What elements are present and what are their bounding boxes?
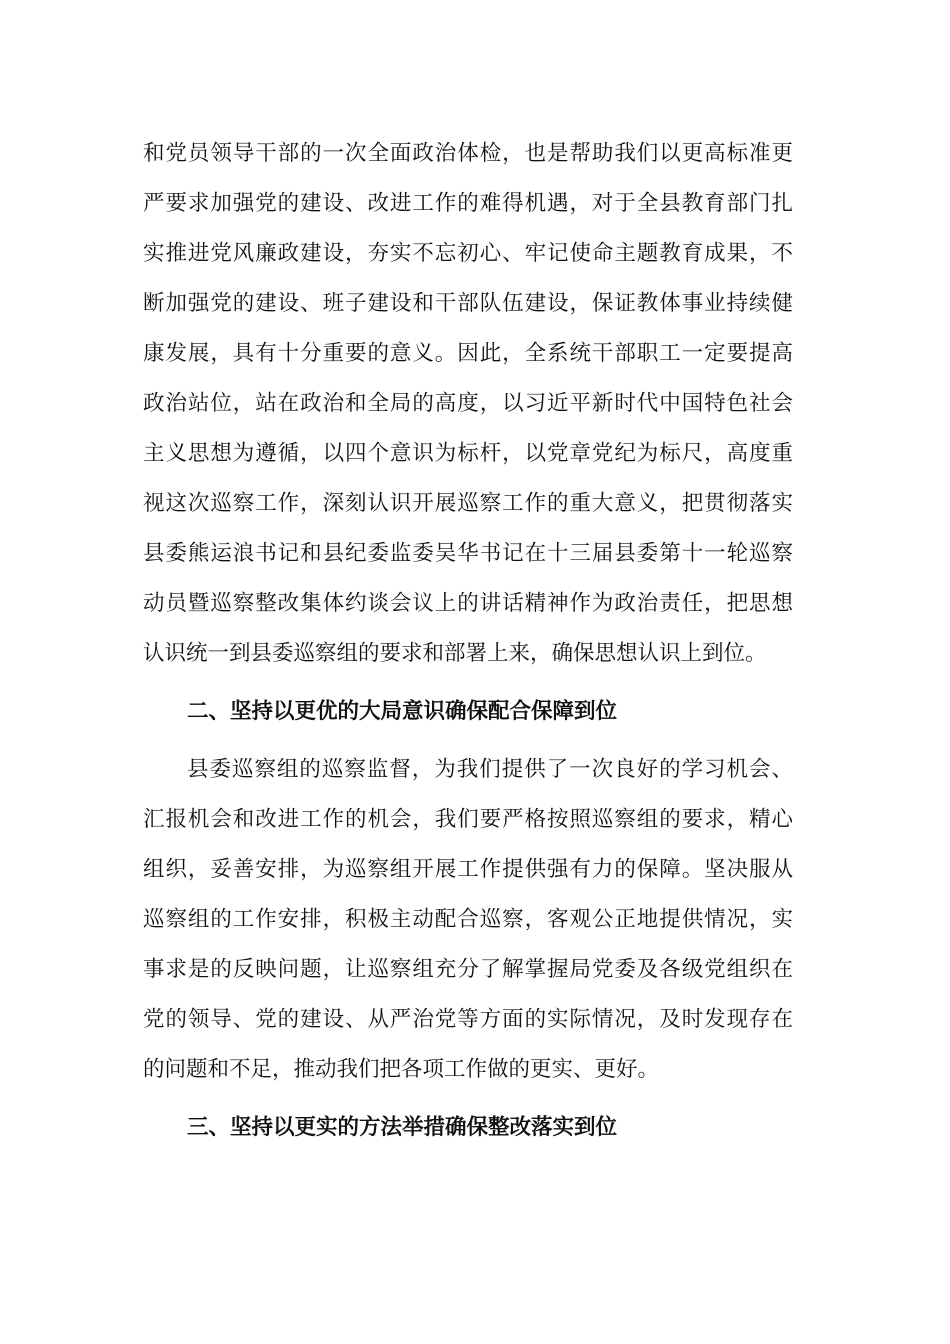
paragraph-line: 视这次巡察工作，深刻认识开展巡察工作的重大意义，把贯彻落实 — [143, 491, 793, 516]
paragraph-line: 动员暨巡察整改集体约谈会议上的讲话精神作为政治责任，把思想 — [143, 591, 793, 616]
paragraph-line: 县委熊运浪书记和县纪委监委吴华书记在十三届县委第十一轮巡察 — [143, 541, 793, 566]
paragraph-1 — [143, 129, 793, 679]
paragraph-2 — [143, 745, 793, 1095]
paragraph-line: 认识统一到县委巡察组的要求和部署上来，确保思想认识上到位。 — [143, 641, 767, 666]
section-heading-3: 三、坚持以更实的方法举措确保整改落实到位 — [187, 1115, 618, 1140]
paragraph-line: 康发展，具有十分重要的意义。因此，全系统干部职工一定要提高 — [143, 341, 793, 366]
paragraph-line: 汇报机会和改进工作的机会，我们要严格按照巡察组的要求，精心 — [143, 807, 793, 832]
section-heading-2: 二、坚持以更优的大局意识确保配合保障到位 — [187, 699, 618, 724]
paragraph-line: 党的领导、党的建设、从严治党等方面的实际情况，及时发现存在 — [143, 1007, 793, 1032]
paragraph-line: 严要求加强党的建设、改进工作的难得机遇，对于全县教育部门扎 — [143, 191, 793, 216]
paragraph-line: 组织，妥善安排，为巡察组开展工作提供强有力的保障。坚决服从 — [143, 857, 793, 882]
paragraph-line: 实推进党风廉政建设，夯实不忘初心、牢记使命主题教育成果，不 — [143, 241, 793, 266]
paragraph-line: 主义思想为遵循，以四个意识为标杆，以党章党纪为标尺，高度重 — [143, 441, 793, 466]
paragraph-line: 断加强党的建设、班子建设和干部队伍建设，保证教体事业持续健 — [143, 291, 793, 316]
document-body — [143, 129, 793, 1153]
paragraph-line: 政治站位，站在政治和全局的高度，以习近平新时代中国特色社会 — [143, 391, 793, 416]
paragraph-line: 事求是的反映问题，让巡察组充分了解掌握局党委及各级党组织在 — [143, 957, 793, 982]
paragraph-line: 巡察组的工作安排，积极主动配合巡察，客观公正地提供情况，实 — [143, 907, 793, 932]
paragraph-line: 县委巡察组的巡察监督，为我们提供了一次良好的学习机会、 — [187, 757, 793, 782]
paragraph-line: 和党员领导干部的一次全面政治体检，也是帮助我们以更高标准更 — [143, 141, 793, 166]
paragraph-line: 的问题和不足，推动我们把各项工作做的更实、更好。 — [143, 1057, 660, 1082]
